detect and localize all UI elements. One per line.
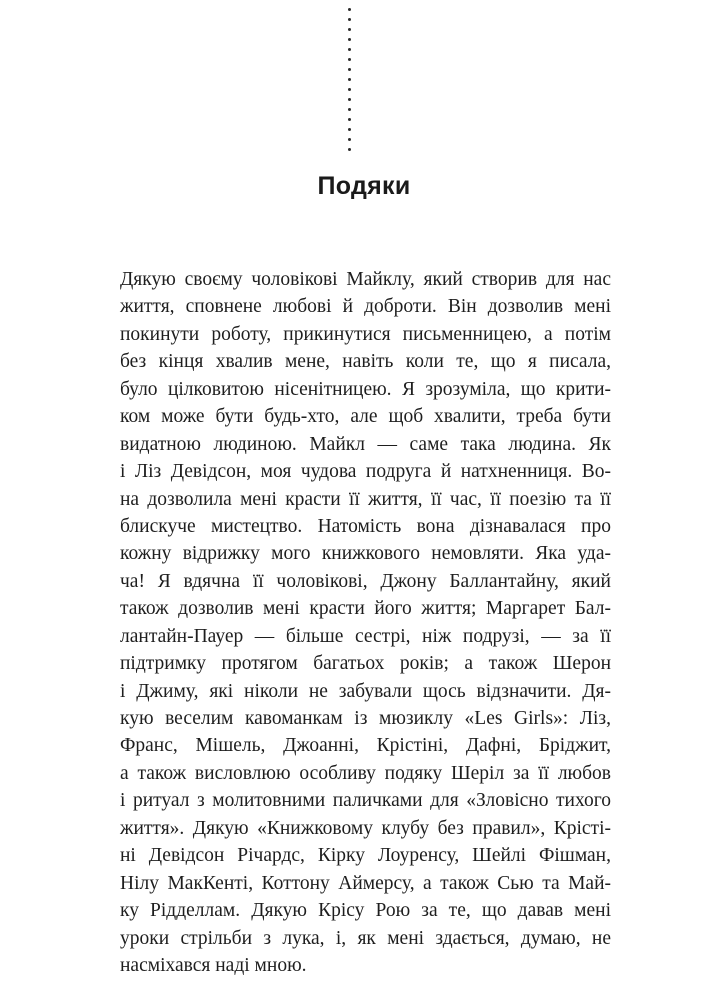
text-line: блискуче мистецтво. Натомість вона дізнавалася про [120,515,611,537]
text-line: ні Девідсон Річардс, Кірку Лоуренсу, Шейлі Фішман, [120,845,611,867]
text-line: ча! Я вдячна її чоловікові, Джону Баллантайну, який [120,570,611,592]
text-line: кую веселим кавоманкам із мюзиклу «Les Girls»: Ліз, [120,708,611,729]
text-line: Дякую своєму чоловікові Майклу, який створив для нас [120,269,611,290]
text-line: видатною людиною. Майкл — саме така людина. Як [120,433,611,455]
text-line: кожну відрижку мого книжкового немовляти. Яка уда- [120,543,611,565]
text-line: уроки стрільби з лука, і, як мені здається, думаю, не [120,927,611,949]
text-line: підтримку протягом багатьох років; а також Шерон [120,653,611,675]
text-line: лантайн-Пауер — більше сестрі, ніж подрузі, — за її [120,625,611,647]
text-line: і Джиму, які ніколи не забували щось відзначити. Дя- [120,680,611,702]
text-line: а також висловлюю особливу подяку Шеріл за її любов [120,762,611,784]
text-line: було цілковитою нісенітницею. Я зрозуміла, що крити- [120,378,611,400]
text-line: Нілу МакКенті, Коттону Аймерсу, а також Сью та Май- [120,872,611,894]
text-line: без кінця хвалив мене, навіть коли те, що я писала, [120,351,611,373]
text-line: життя, сповнене любові й доброти. Він дозволив мені [120,296,611,318]
text-line: ком може бути будь-хто, але щоб хвалити, треба бути [120,406,611,428]
text-line: на дозволила мені красти її життя, її час, її поезію та її [120,488,611,510]
text-line: життя». Дякую «Книжковому клубу без правил», Крісті- [120,817,611,839]
text-line: Франс, Мішель, Джоанні, Крістіні, Дафні, Бріджит, [120,735,611,757]
dotted-ornament [346,8,352,158]
text-line: покинути роботу, прикинутися письменницею, а потім [120,323,611,345]
page-title: Подяки [317,172,411,200]
text-line: також дозволив мені красти його життя; Маргарет Бал- [120,598,611,620]
text-line: насміхався наді мною. [120,954,307,976]
text-line: і ритуал з молитовними паличками для «Зловісно тихого [120,790,611,812]
text-line: ку Рідделлам. Дякую Крісу Рою за те, що давав мені [120,900,611,922]
text-line: і Ліз Девідсон, моя чудова подруга й натхненниця. Во- [120,461,611,483]
acknowledgements-paragraph [120,266,611,979]
